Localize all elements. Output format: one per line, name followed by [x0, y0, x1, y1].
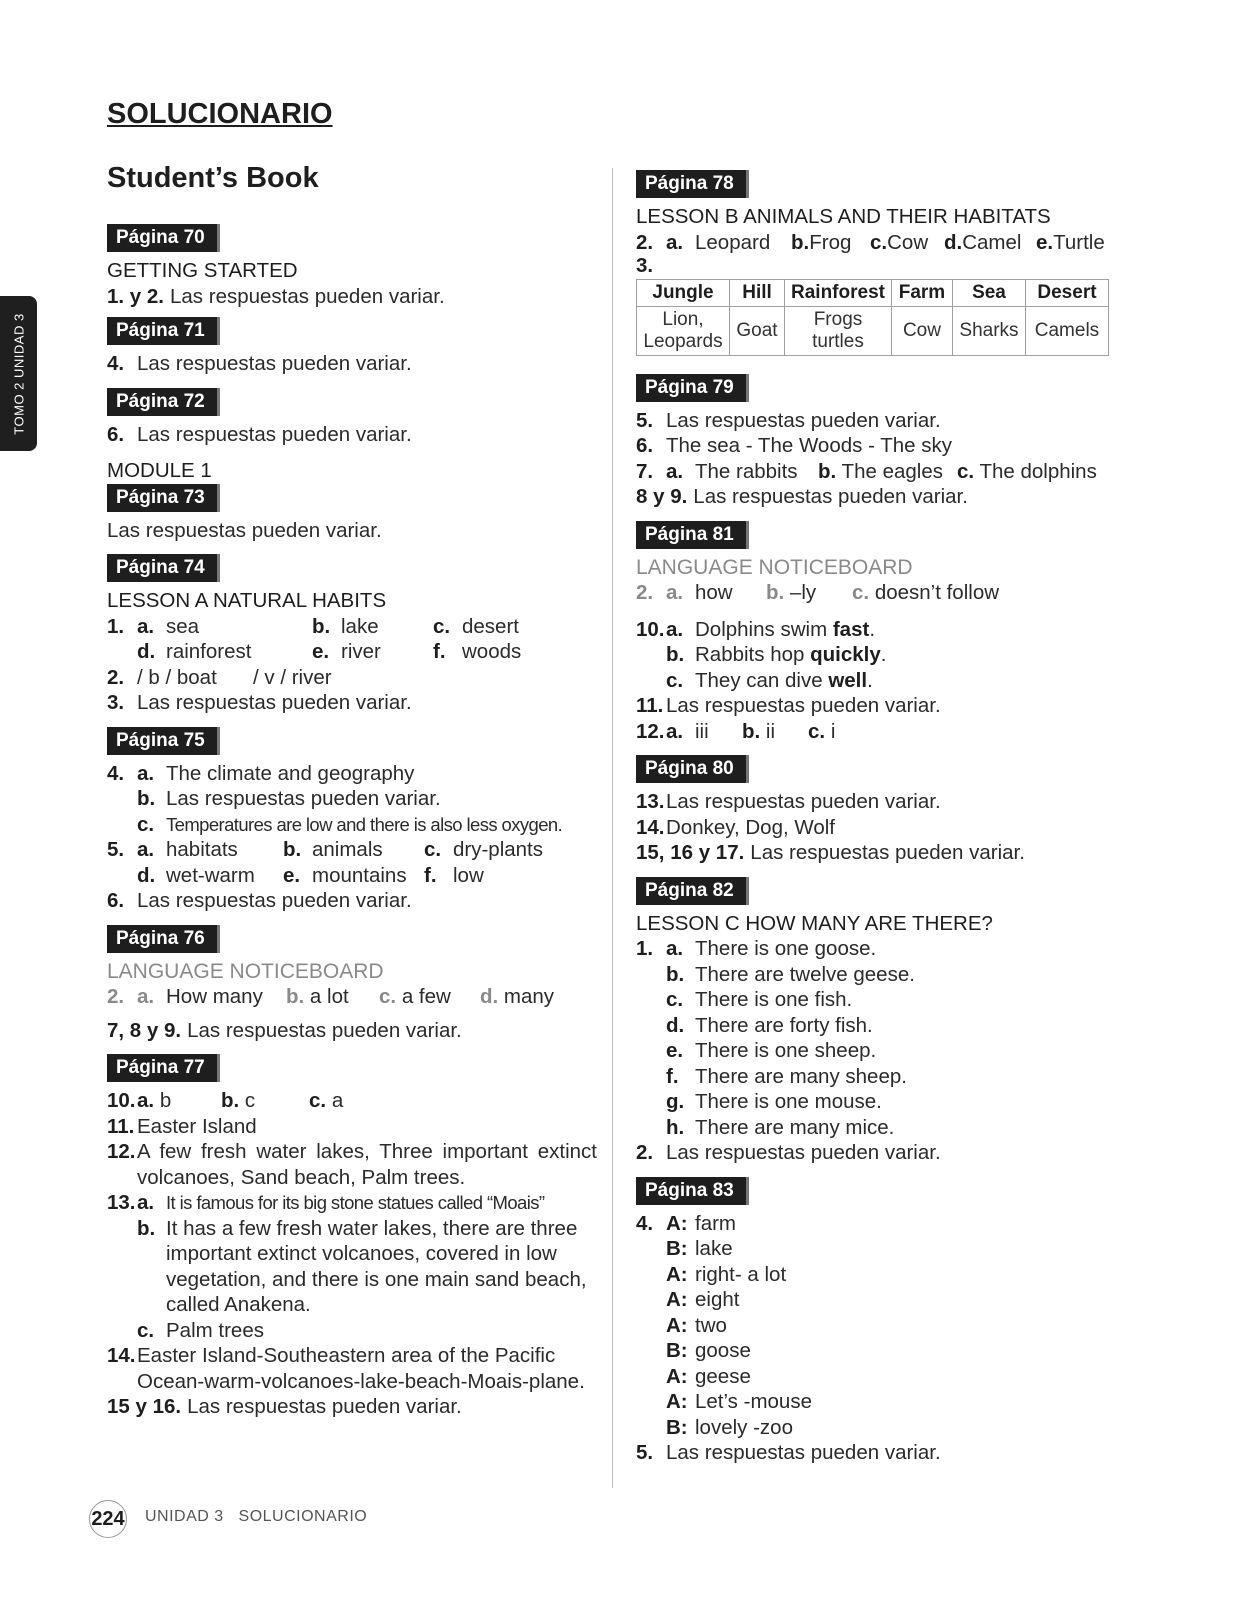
item-letter: c.	[666, 988, 684, 1011]
question-number: 4.	[636, 1211, 654, 1235]
answer-row	[636, 433, 1126, 459]
item-text: low	[453, 863, 484, 887]
answer-text: The sea - The Woods - The sky	[666, 434, 952, 457]
question-number: 4.	[107, 761, 125, 785]
answer-row	[636, 1364, 1126, 1390]
answer-text: Las respuestas pueden variar.	[137, 691, 412, 714]
item-text: Rabbits hop quickly.	[695, 643, 887, 666]
item-text: two	[695, 1313, 727, 1337]
page-label-70: Página 70	[107, 224, 220, 252]
item-letter: c.	[666, 668, 684, 692]
answer-text: Las respuestas pueden variar.	[137, 422, 412, 446]
item-text: how	[695, 581, 733, 604]
item-letter: c.	[309, 1089, 327, 1112]
answer-row	[636, 459, 1126, 485]
item-text: Temperatures are low and there is also less oxygen.	[166, 813, 563, 835]
answer-row	[107, 665, 597, 691]
question-number: 7, 8 y 9.	[107, 1018, 182, 1042]
answer-row	[107, 1088, 597, 1114]
table-row	[637, 306, 1109, 355]
emphasis-word: quickly	[810, 643, 881, 666]
question-number: 2.	[107, 985, 125, 1008]
speaker-label: A:	[666, 1288, 688, 1311]
table-cell: Goat	[730, 306, 785, 355]
item-letter: b.	[283, 838, 302, 861]
item-text: i	[830, 719, 836, 743]
answer-row	[636, 1440, 1126, 1466]
question-number: 5.	[107, 838, 125, 861]
item-text: How many	[166, 985, 263, 1008]
page-label-72: Página 72	[107, 388, 220, 416]
document-title: SOLUCIONARIO	[107, 98, 333, 130]
answer-row	[107, 284, 597, 310]
item-letter: a.	[666, 719, 684, 743]
item-text: habitats	[166, 838, 238, 861]
answer-row	[107, 1318, 597, 1344]
item-text: river	[341, 640, 381, 663]
page-label-81: Página 81	[636, 521, 749, 549]
item-text: lovely -zoo	[695, 1415, 793, 1439]
question-number: 11.	[107, 1114, 135, 1138]
item-letter: a.	[666, 230, 684, 254]
page-label-83: Página 83	[636, 1177, 749, 1205]
item-letter: e.	[283, 863, 301, 887]
item-letter: b.	[766, 581, 785, 604]
speaker-label: A:	[666, 1262, 688, 1286]
answer-row	[636, 230, 1126, 256]
item-text: woods	[462, 640, 522, 663]
side-tab	[0, 296, 37, 451]
item-text: goose	[695, 1339, 751, 1362]
speaker-label: B:	[666, 1237, 688, 1260]
answer-text: A few fresh water lakes, Three important extinct volcanoes, Sand beach, Palm trees.	[137, 1140, 597, 1189]
answer-text: Las respuestas pueden variar.	[187, 1018, 462, 1042]
answer-row	[636, 1236, 1126, 1262]
item-text: There are forty fish.	[695, 1013, 873, 1037]
item-text: a	[331, 1089, 344, 1112]
question-number: 14.	[636, 815, 665, 839]
answer-text: Las respuestas pueden variar.	[750, 841, 1025, 864]
item-letter: c.	[808, 719, 826, 743]
item-text: They can dive well.	[695, 668, 873, 692]
speaker-label: B:	[666, 1415, 688, 1439]
item-text: sea	[166, 614, 200, 638]
speaker-label: A:	[666, 1390, 688, 1413]
answer-row	[107, 812, 597, 838]
item-letter: a.	[666, 617, 684, 641]
item-text: There is one fish.	[695, 988, 853, 1011]
answer-text: Donkey, Dog, Wolf	[666, 815, 836, 839]
question-number: 10.	[107, 1089, 136, 1112]
answer-text: Las respuestas pueden variar.	[107, 518, 382, 542]
answer-row	[636, 1038, 1126, 1064]
answer-row	[636, 1013, 1126, 1039]
question-number: 6.	[107, 422, 125, 446]
answer-text: Las respuestas pueden variar.	[187, 1395, 462, 1418]
item-letter: g.	[666, 1090, 685, 1113]
question-number: 2.	[636, 581, 654, 604]
item-letter: b.	[137, 1216, 156, 1240]
answer-row	[636, 962, 1126, 988]
answer-row	[636, 1389, 1126, 1415]
item-letter: c.	[137, 812, 155, 836]
page-label-73: Página 73	[107, 484, 220, 512]
item-text: It has a few fresh water lakes, there are three important extinct volcanoes, covered in low vegetation, and there is one main sand beach, called Anakena.	[166, 1216, 587, 1316]
item-letter: b.	[666, 962, 685, 986]
section-heading: LESSON B ANIMALS AND THEIR HABITATS	[636, 205, 1051, 228]
item-text: The dolphins	[979, 459, 1097, 483]
question-number: 1.	[636, 937, 654, 960]
answer-row	[636, 668, 1126, 694]
section-heading: GETTING STARTED	[107, 259, 298, 282]
page-label-75: Página 75	[107, 727, 220, 755]
page-label-74: Página 74	[107, 554, 220, 582]
footer-section: SOLUCIONARIO	[238, 1508, 368, 1525]
question-number: 2.	[636, 230, 654, 254]
item-text: Dolphins swim fast.	[695, 617, 876, 641]
question-number: 12.	[636, 719, 665, 743]
section-heading: LANGUAGE NOTICEBOARD	[636, 555, 913, 579]
page-label-77: Página 77	[107, 1054, 220, 1082]
answer-row	[107, 837, 597, 863]
question-number: 3.	[107, 691, 125, 714]
item-text: a few	[401, 985, 451, 1008]
item-text: Camel	[962, 230, 1022, 254]
footer-label	[145, 1508, 367, 1526]
answer-row	[107, 1018, 597, 1044]
answer-row	[636, 1140, 1126, 1166]
table-header: Rainforest	[785, 280, 892, 307]
book-title: Student’s Book	[107, 162, 319, 194]
answer-row	[636, 1089, 1126, 1115]
emphasis-word: fast	[832, 617, 870, 641]
question-number: 5.	[636, 408, 654, 432]
question-number: 7.	[636, 459, 654, 483]
answer-text: Las respuestas pueden variar.	[666, 1441, 941, 1464]
table-header: Sea	[952, 280, 1025, 307]
question-number: 15 y 16.	[107, 1395, 182, 1418]
question-number: 4.	[107, 352, 125, 375]
right-column	[636, 170, 1126, 1466]
answer-row	[636, 1211, 1126, 1237]
item-text: There is one sheep.	[695, 1039, 877, 1062]
item-text: Cow	[887, 230, 929, 254]
answer-row	[107, 422, 597, 448]
item-text: The eagles	[841, 459, 943, 483]
item-text: There are many sheep.	[695, 1064, 907, 1088]
item-text: animals	[312, 838, 383, 861]
answer-row	[636, 1287, 1126, 1313]
item-text: Palm trees	[166, 1318, 264, 1342]
answer-row	[636, 840, 1126, 866]
answer-row	[107, 639, 597, 665]
item-text: lake	[695, 1237, 733, 1260]
column-divider	[612, 168, 613, 1488]
item-letter: f.	[424, 863, 437, 887]
item-text: doesn’t follow	[874, 581, 1000, 604]
item-letter: e.	[312, 640, 330, 663]
speaker-label: A:	[666, 1313, 688, 1337]
item-letter: d.	[944, 230, 963, 254]
left-column	[107, 224, 597, 1420]
question-number: 1.	[107, 614, 125, 638]
answer-text: Las respuestas pueden variar.	[666, 408, 941, 432]
table-header: Desert	[1025, 280, 1108, 307]
item-text: Let’s -mouse	[695, 1390, 812, 1413]
speaker-label: A:	[666, 1211, 688, 1235]
item-letter: b.	[818, 459, 837, 483]
answer-row	[636, 580, 1126, 606]
question-number: 2.	[107, 665, 125, 689]
item-text: There are twelve geese.	[695, 962, 915, 986]
item-text: Frog	[809, 230, 852, 254]
side-tab-label: TOMO 2 UNIDAD 3	[11, 312, 26, 435]
item-letter: f.	[433, 640, 446, 663]
page-number: 224	[89, 1500, 127, 1538]
answer-row	[107, 1394, 597, 1420]
answer-row	[636, 1262, 1126, 1288]
page-label-79: Página 79	[636, 374, 749, 402]
answer-row	[636, 1415, 1126, 1441]
question-number: 5.	[636, 1441, 654, 1464]
answer-text: Easter Island	[137, 1114, 257, 1138]
answer-text: Las respuestas pueden variar.	[137, 352, 412, 375]
item-letter: d.	[137, 640, 156, 663]
answer-row	[636, 1338, 1126, 1364]
page-label-78: Página 78	[636, 170, 749, 198]
item-letter: c.	[870, 230, 888, 254]
item-letter: e.	[666, 1039, 684, 1062]
answer-row	[636, 642, 1126, 668]
item-text: b	[159, 1089, 172, 1112]
answer-row	[107, 888, 597, 914]
question-number: 10.	[636, 617, 665, 641]
answer-row	[636, 693, 1126, 719]
answer-row	[107, 1190, 597, 1216]
question-number: 3.	[636, 254, 654, 277]
footer-unit: UNIDAD 3	[145, 1508, 224, 1525]
item-letter: a.	[137, 985, 155, 1008]
answer-row	[107, 1216, 597, 1318]
answer-text: Easter Island-Southeastern area of the Pacific Ocean-warm-volcanoes-lake-beach-Moais-plane.	[137, 1344, 585, 1393]
emphasis-word: well	[828, 668, 868, 692]
answer-row	[107, 614, 597, 640]
page-label-76: Página 76	[107, 925, 220, 953]
item-text: c	[244, 1089, 256, 1112]
item-letter: c.	[433, 614, 451, 638]
item-text: farm	[695, 1211, 736, 1235]
answer-row	[636, 408, 1126, 434]
answer-row	[107, 690, 597, 716]
question-number: 11.	[636, 694, 664, 717]
speaker-label: B:	[666, 1339, 688, 1362]
item-text: right- a lot	[695, 1262, 787, 1286]
item-letter: b.	[137, 787, 156, 810]
item-letter: b.	[742, 719, 761, 743]
item-letter: b.	[221, 1089, 240, 1112]
page-label-71: Página 71	[107, 317, 220, 345]
item-letter: d.	[480, 985, 499, 1008]
answer-row	[636, 1313, 1126, 1339]
item-letter: a.	[137, 1191, 155, 1214]
item-letter: a.	[666, 459, 684, 483]
section-heading: LESSON A NATURAL HABITS	[107, 589, 387, 612]
answer-text: Las respuestas pueden variar.	[693, 485, 968, 508]
question-number: 6.	[107, 889, 125, 912]
item-letter: d.	[666, 1013, 685, 1037]
item-letter: c.	[424, 838, 442, 861]
item-letter: a.	[137, 614, 155, 638]
question-number: 13.	[107, 1191, 136, 1214]
answer-row	[636, 1064, 1126, 1090]
question-number: 15, 16 y 17.	[636, 841, 745, 864]
question-number: 6.	[636, 434, 654, 457]
item-letter: e.	[1036, 230, 1054, 254]
item-text: desert	[462, 614, 519, 638]
item-text: Leopard	[695, 230, 771, 254]
question-number: 14.	[107, 1344, 136, 1367]
item-text: There is one goose.	[695, 937, 877, 960]
answer-row	[636, 484, 1126, 510]
speaker-label: A:	[666, 1364, 688, 1388]
answer-row	[636, 987, 1126, 1013]
answer-row	[636, 1115, 1126, 1141]
item-text: rainforest	[166, 640, 252, 663]
item-text: It is famous for its big stone statues called “Moais”	[166, 1192, 545, 1213]
item-letter: a.	[666, 581, 684, 604]
phonetic-answer: / b / boat	[137, 665, 217, 689]
answer-row	[107, 761, 597, 787]
question-number: 12.	[107, 1140, 136, 1163]
item-text: There are many mice.	[695, 1115, 895, 1139]
item-letter: c.	[137, 1318, 155, 1342]
answer-row	[636, 617, 1126, 643]
item-letter: a.	[137, 761, 155, 785]
table-cell: Lion, Leopards	[637, 306, 730, 355]
item-text: dry-plants	[453, 838, 544, 861]
item-letter: a.	[666, 937, 684, 960]
answer-row	[636, 789, 1126, 815]
item-text: ii	[765, 719, 776, 743]
answer-row	[107, 786, 597, 812]
item-letter: c.	[379, 985, 397, 1008]
answer-text: Las respuestas pueden variar.	[666, 790, 941, 813]
item-letter: h.	[666, 1115, 685, 1139]
table-header: Farm	[891, 280, 952, 307]
item-text: The rabbits	[695, 459, 798, 483]
table-header: Jungle	[637, 280, 730, 307]
answer-row	[107, 1343, 597, 1394]
question-number: 13.	[636, 790, 665, 813]
table-cell: Camels	[1025, 306, 1108, 355]
question-number: 2.	[636, 1141, 654, 1164]
section-heading: LANGUAGE NOTICEBOARD	[107, 959, 384, 983]
answer-row	[636, 815, 1126, 841]
answer-text: Las respuestas pueden variar.	[137, 889, 412, 912]
item-text: There is one mouse.	[695, 1090, 882, 1113]
item-text: many	[503, 985, 555, 1008]
answer-text: Las respuestas pueden variar.	[666, 694, 941, 717]
answer-row	[107, 863, 597, 889]
item-letter: f.	[666, 1064, 679, 1088]
item-text: Turtle	[1053, 230, 1105, 254]
answer-row	[107, 351, 597, 377]
item-letter: a.	[137, 1089, 155, 1112]
answer-text: Las respuestas pueden variar.	[666, 1141, 941, 1164]
item-text: geese	[695, 1364, 751, 1388]
section-heading: LESSON C HOW MANY ARE THERE?	[636, 911, 993, 935]
item-text: a lot	[309, 985, 349, 1008]
item-text: Las respuestas pueden variar.	[166, 787, 441, 810]
item-letter: b.	[666, 643, 685, 666]
item-text: wet-warm	[166, 863, 255, 887]
answer-text: Las respuestas pueden variar.	[170, 284, 445, 308]
item-text: The climate and geography	[166, 761, 415, 785]
answer-row	[636, 936, 1126, 962]
answer-row	[107, 1114, 597, 1140]
table-cell: Cow	[891, 306, 952, 355]
question-number: 8 y 9.	[636, 485, 688, 508]
item-letter: c.	[852, 581, 870, 604]
table-cell: Sharks	[952, 306, 1025, 355]
answer-row	[636, 719, 1126, 745]
page-label-80: Página 80	[636, 755, 749, 783]
answer-row	[107, 1139, 597, 1190]
answer-row	[107, 984, 597, 1010]
table-cell: Frogs turtles	[785, 306, 892, 355]
table-header: Hill	[730, 280, 785, 307]
item-text: eight	[695, 1288, 740, 1311]
item-letter: c.	[957, 459, 975, 483]
module-heading: MODULE 1	[107, 459, 212, 482]
item-text: lake	[341, 614, 379, 638]
table-header-row	[637, 280, 1109, 307]
page-label-82: Página 82	[636, 877, 749, 905]
item-letter: b.	[312, 614, 331, 638]
item-text: mountains	[312, 863, 407, 887]
item-text: iii	[695, 719, 709, 743]
habitat-table	[636, 279, 1109, 356]
item-letter: a.	[137, 838, 155, 861]
question-number: 1. y 2.	[107, 284, 164, 308]
item-text: –ly	[789, 581, 817, 604]
item-letter: b.	[791, 230, 810, 254]
phonetic-answer: / v / river	[253, 665, 332, 689]
item-letter: b.	[286, 985, 305, 1008]
item-letter: d.	[137, 863, 156, 887]
